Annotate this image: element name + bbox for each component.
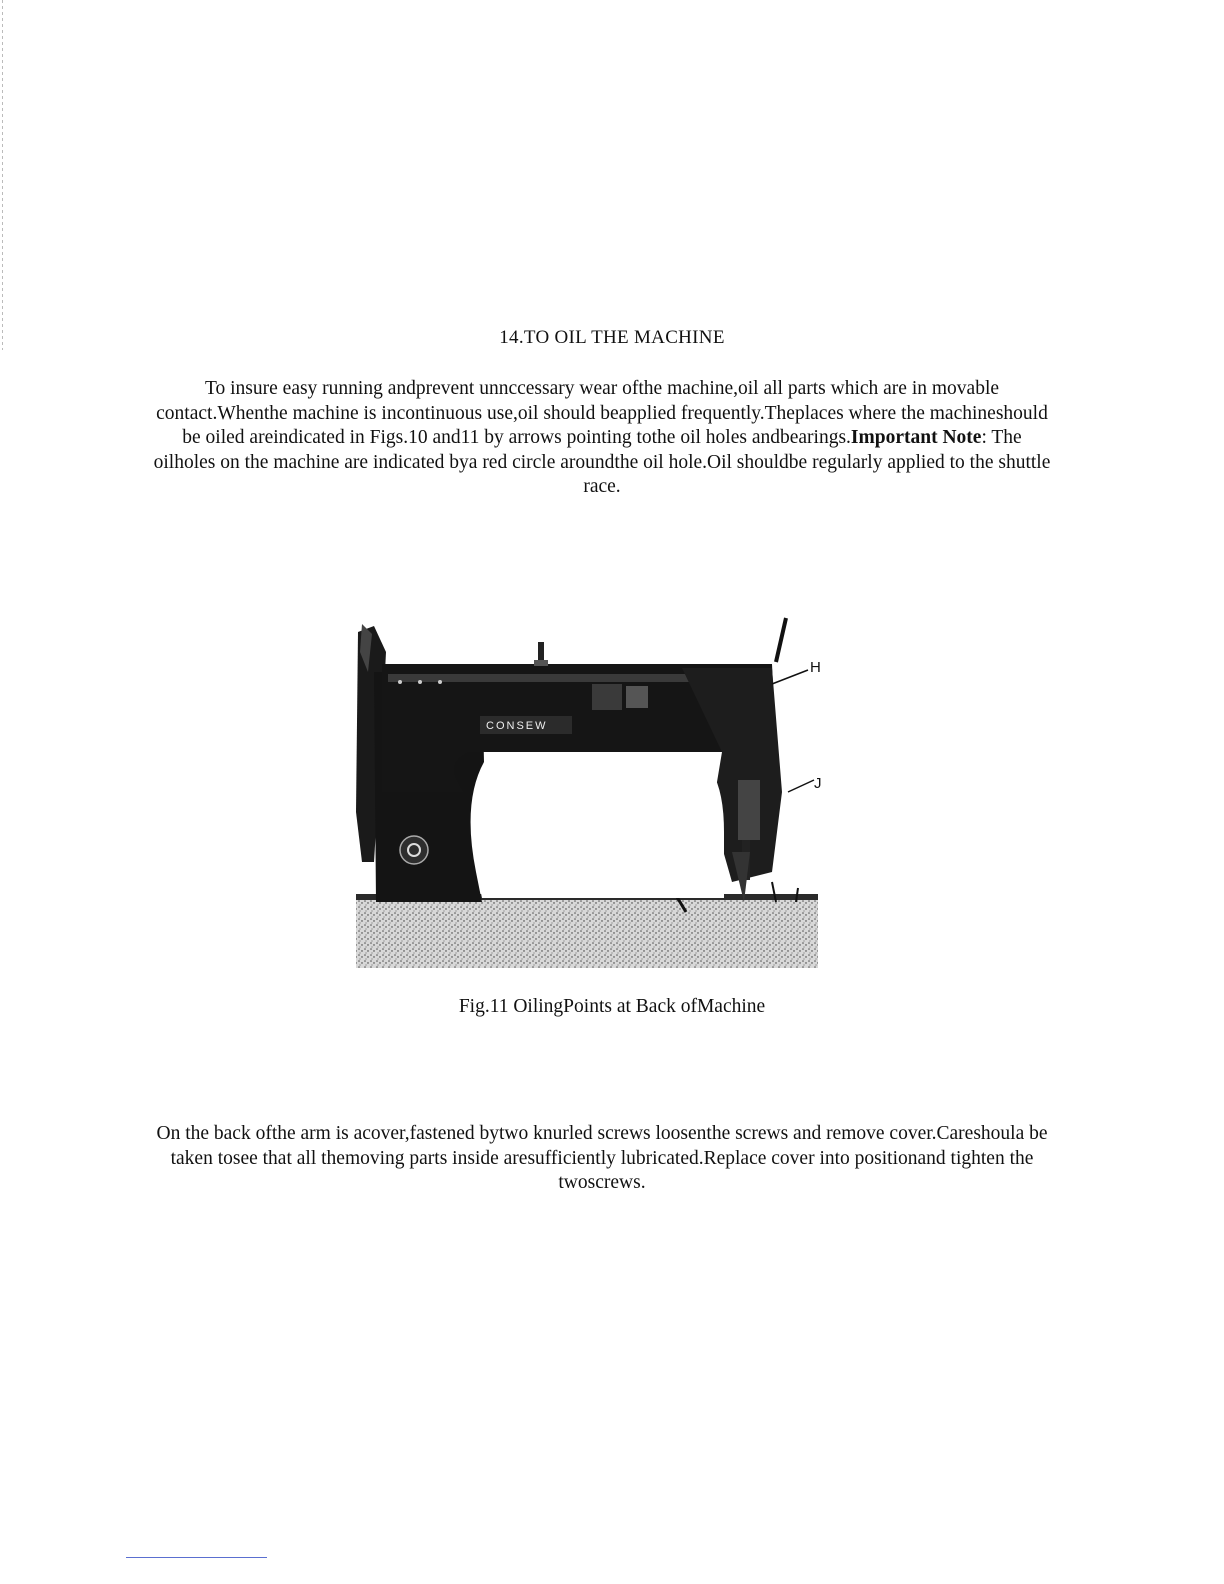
sewing-machine-figure [352, 612, 832, 972]
footnote-rule [126, 1557, 267, 1558]
sewing-machine-illustration [352, 612, 832, 972]
intro-text: To insure easy running andprevent unnccessary wear ofthe machine,oil all parts which are in movable contact.Whenthe machine is incontinuous use,oil should beapplied frequently.Theplaces where the machineshould be oiled areindicated in Figs.10 and11 by arrows pointing tothe oil holes andbearings. [156, 378, 1048, 449]
section-heading: 14.TO OIL THE MACHINE [499, 327, 725, 348]
oil-point-label-h: H [810, 659, 821, 676]
figure-caption: Fig.11 OilingPoints at Back ofMachine [458, 996, 766, 1017]
machine-bed [356, 894, 818, 968]
oil-point-label-j: J [814, 775, 822, 792]
important-note-label: Important Note [850, 427, 982, 449]
intro-paragraph [150, 377, 1054, 500]
intro-note-text: : The oilholes on the machine are indicated bya red circle aroundthe oil hole.Oil shouldbe regularly applied to the shuttle race. [153, 427, 1051, 498]
closing-paragraph: On the back ofthe arm is acover,fastened bytwo knurled screws loosenthe screws and remove cover.Careshoula be taken tosee that all themoving parts inside aresufficiently lubricated.Replace cover into positionand tighten the twoscrews. [156, 1123, 1048, 1194]
logo-emblem [400, 836, 428, 864]
scan-edge-line [2, 0, 3, 350]
brand-label: CONSEW [486, 720, 548, 732]
